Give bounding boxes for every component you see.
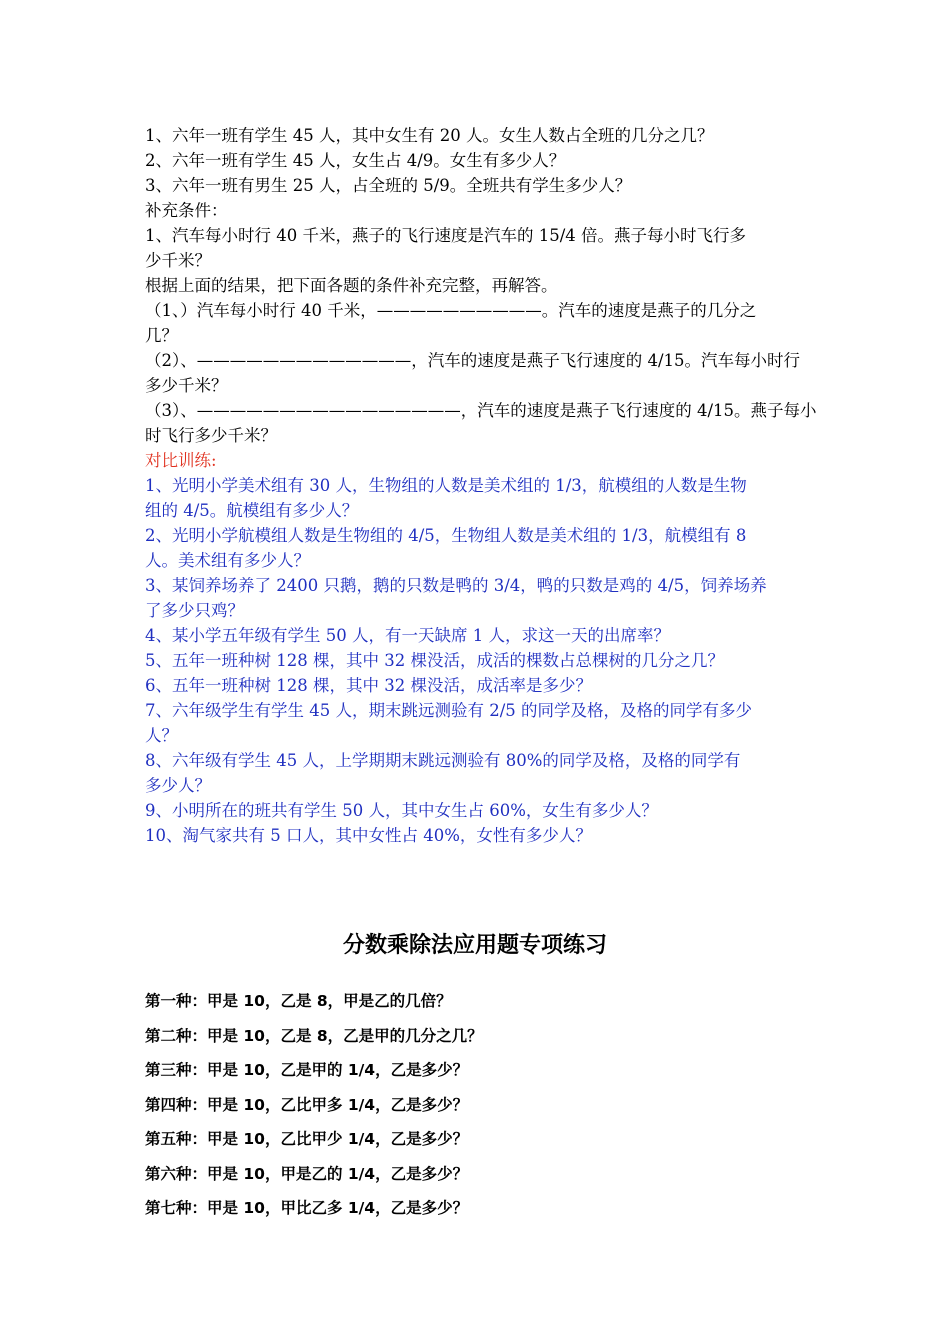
compare-line: 9、小明所在的班共有学生 50 人，其中女生占 60%，女生有多少人？ [145, 801, 658, 820]
practice-item: 第二种：甲是 10，乙是 8，乙是甲的几分之几？ [145, 1026, 483, 1045]
compare-heading: 对比训练: [145, 451, 217, 470]
practice-item: 第五种：甲是 10，乙比甲少 1/4，乙是多少？ [145, 1130, 469, 1148]
problem-line: 少千米？ [145, 251, 211, 270]
problem-section [145, 123, 817, 848]
compare-line: 人？ [145, 726, 178, 745]
compare-line: 8、六年级有学生 45 人，上学期期末跳远测验有 80%的同学及格，及格的同学有 [145, 751, 741, 770]
compare-line: 人。美术组有多少人？ [145, 551, 310, 570]
fill-in-line: （3）、————————————————，汽车的速度是燕子飞行速度的 4/15。燕子每小 [145, 401, 817, 420]
practice-title: 分数乘除法应用题专项练习 [342, 933, 607, 958]
compare-line: 多少人？ [145, 776, 211, 795]
compare-line: 6、五年一班种树 128 棵，其中 32 棵没活，成活率是多少？ [145, 676, 592, 695]
compare-line: 3、某饲养场养了 2400 只鹅，鹅的只数是鸭的 3/4，鸭的只数是鸡的 4/5，饲养场养 [145, 576, 767, 595]
compare-line: 10、淘气家共有 5 口人，其中女性占 40%，女性有多少人？ [145, 826, 592, 845]
compare-line: 5、五年一班种树 128 棵，其中 32 棵没活，成活的棵数占总棵树的几分之几？ [145, 651, 724, 670]
fill-in-line: 几？ [145, 326, 178, 345]
problem-line: 2、六年一班有学生 45 人，女生占 4/9。女生有多少人？ [145, 151, 566, 170]
fill-in-line: （2）、—————————————，汽车的速度是燕子飞行速度的 4/15。汽车每小时行 [145, 351, 801, 370]
compare-line: 了多少只鸡？ [145, 601, 244, 620]
fill-in-line: 时飞行多少千米？ [145, 426, 277, 445]
compare-line: 4、某小学五年级有学生 50 人，有一天缺席 1 人，求这一天的出席率？ [145, 626, 670, 645]
compare-line: 组的 4/5。航模组有多少人？ [145, 501, 359, 520]
practice-item: 第一种：甲是 10，乙是 8，甲是乙的几倍？ [145, 992, 452, 1010]
fill-in-line: （1、）汽车每小时行 40 千米，——————————。汽车的速度是燕子的几分之 [145, 301, 757, 320]
practice-item: 第四种：甲是 10，乙比甲多 1/4，乙是多少？ [145, 1095, 469, 1114]
compare-line: 7、六年级学生有学生 45 人，期末跳远测验有 2/5 的同学及格，及格的同学有多少 [145, 701, 753, 720]
practice-item: 第三种：甲是 10，乙是甲的 1/4，乙是多少？ [145, 1061, 469, 1079]
fill-in-line: 多少千米？ [145, 376, 228, 395]
problem-line: 1、汽车每小时行 40 千米，燕子的飞行速度是汽车的 15/4 倍。燕子每小时飞行多 [145, 226, 747, 245]
compare-line: 2、光明小学航模组人数是生物组的 4/5，生物组人数是美术组的 1/3，航模组有 8 [145, 526, 747, 545]
problem-line: 3、六年一班有男生 25 人，占全班的 5/9。全班共有学生多少人？ [145, 176, 632, 195]
supplement-heading: 补充条件： [145, 201, 228, 220]
practice-item: 第七种：甲是 10，甲比乙多 1/4，乙是多少？ [145, 1199, 469, 1217]
practice-item: 第六种：甲是 10，甲是乙的 1/4，乙是多少？ [145, 1164, 469, 1183]
compare-line: 1、光明小学美术组有 30 人，生物组的人数是美术组的 1/3，航模组的人数是生物 [145, 476, 747, 495]
problem-line: 1、六年一班有学生 45 人，其中女生有 20 人。女生人数占全班的几分之几？ [145, 126, 714, 145]
practice-list [145, 984, 810, 1226]
instruction-line: 根据上面的结果，把下面各题的条件补充完整，再解答。 [145, 276, 558, 295]
